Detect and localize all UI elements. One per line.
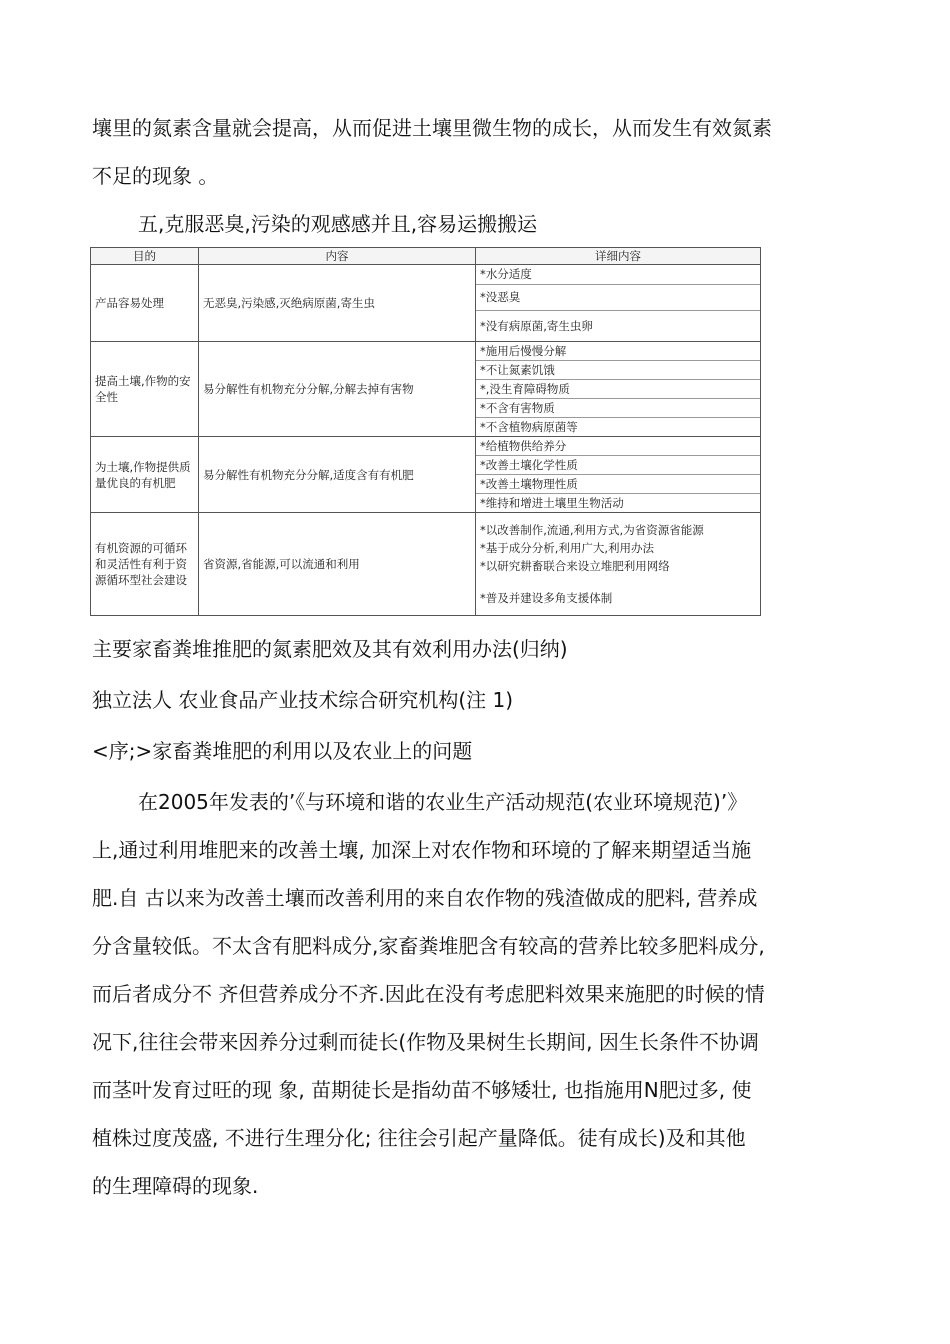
detail-item: *维持和增进土壤里生物活动 — [480, 496, 624, 510]
header-details: 详细内容 — [476, 248, 761, 265]
main-paragraph-line-4: 分含量较低。不太含有肥料成分,家畜粪堆肥含有较高的营养比较多肥料成分, — [92, 934, 765, 958]
main-paragraph-line-8: 植株过度茂盛, 不进行生理分化; 往往会引起产量降低。徒有成长)及和其他 — [92, 1126, 746, 1150]
detail-item: *改善土壤化学性质 — [476, 456, 760, 475]
detail-item: *以研究耕畜联合来设立堆肥利用网络 — [480, 559, 670, 573]
document-title: 主要家畜粪堆推肥的氮素肥效及其有效利用办法(归纳) — [92, 637, 568, 661]
table-row — [91, 513, 761, 616]
top-paragraph-line-2: 不足的现象 。 — [92, 164, 219, 188]
row-purpose: 产品容易处理 — [91, 265, 199, 342]
detail-item: *施用后慢慢分解 — [476, 342, 760, 361]
row-purpose: 提高土壤,作物的安全性 — [91, 342, 199, 437]
row-content: 易分解性有机物充分分解,分解去掉有害物 — [199, 342, 476, 437]
main-paragraph-line-5: 而后者成分不 齐但营养成分不齐.因此在没有考虑肥料效果来施肥的时候的情 — [92, 982, 765, 1006]
row-content: 省资源,省能源,可以流通和利用 — [199, 513, 476, 616]
detail-item: *不含有害物质 — [476, 399, 760, 418]
table-row — [91, 342, 761, 437]
main-paragraph-line-6: 况下,往往会带来因养分过剩而徒长(作物及果树生长期间, 因生长条件不协调 — [92, 1030, 759, 1054]
header-content: 内容 — [199, 248, 476, 265]
preface-heading: <序;>家畜粪堆肥的利用以及农业上的问题 — [92, 739, 473, 763]
row-purpose: 有机资源的可循环和灵活性有利于资源循环型社会建设 — [91, 513, 199, 616]
row-details — [476, 513, 761, 616]
detail-item: *给植物供给养分 — [476, 437, 760, 456]
detail-item: *没有病原菌,寄生虫卵 — [480, 319, 593, 333]
detail-item: *不含植物病原菌等 — [480, 420, 578, 434]
detail-item: *普及并建设多角支援体制 — [480, 591, 613, 605]
main-paragraph-line-7: 而茎叶发育过旺的现 象, 苗期徒长是指幼苗不够矮壮, 也指施用N肥过多, 使 — [92, 1078, 752, 1102]
institution-line: 独立法人 农业食品产业技术综合研究机构(注 1) — [92, 688, 514, 712]
row-content: 易分解性有机物充分分解,适度含有有机肥 — [199, 437, 476, 513]
purpose-table — [90, 247, 761, 616]
table-header-row — [91, 248, 761, 265]
detail-item: *水分适度 — [476, 265, 760, 285]
header-purpose: 目的 — [91, 248, 199, 265]
row-details — [476, 265, 761, 342]
detail-item: *不让氮素饥饿 — [476, 361, 760, 380]
row-details — [476, 437, 761, 513]
row-purpose: 为土壤,作物提供质量优良的有机肥 — [91, 437, 199, 513]
detail-item: *以改善制作,流通,利用方式,为省资源省能源 — [480, 523, 704, 537]
main-paragraph-line-9: 的生理障碍的现象. — [92, 1174, 259, 1198]
top-paragraph-line-1: 壤里的氮素含量就会提高，从而促进土壤里微生物的成长，从而发生有效氮素 — [92, 116, 772, 140]
detail-item: *没恶臭 — [476, 285, 760, 311]
table-row — [91, 437, 761, 513]
main-paragraph-line-2: 上,通过利用堆肥来的改善土壤, 加深上对农作物和环境的了解来期望适当施 — [92, 838, 752, 862]
table-row — [91, 265, 761, 342]
main-paragraph-line-1: 在2005年发表的’《与环境和谐的农业生产活动规范(农业环境规范)’》 — [138, 790, 748, 814]
row-content: 无恶臭,污染感,灭绝病原菌,寄生虫 — [199, 265, 476, 342]
detail-item: *,没生育障碍物质 — [476, 380, 760, 399]
detail-item: *基于成分分析,利用广大,利用办法 — [480, 541, 655, 555]
row-details — [476, 342, 761, 437]
detail-item: *改善土壤物理性质 — [476, 475, 760, 494]
section-heading: 五,克服恶臭,污染的观感感并且,容易运搬搬运 — [138, 212, 538, 236]
main-paragraph-line-3: 肥.自 古以来为改善土壤而改善利用的来自农作物的残渣做成的肥料, 营养成 — [92, 886, 758, 910]
